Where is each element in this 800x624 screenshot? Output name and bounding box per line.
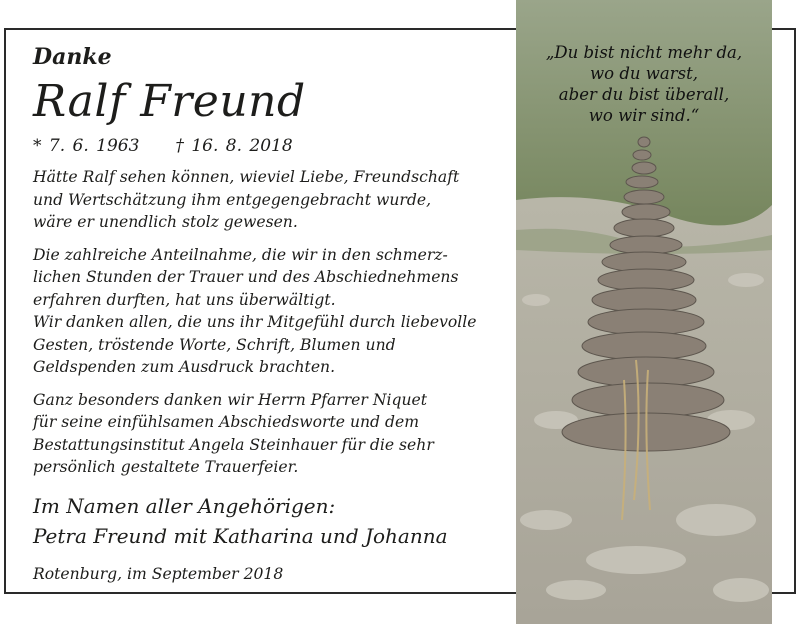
text-line: Die zahlreiche Anteilnahme, die wir in den schmerz- — [33, 245, 448, 264]
quote-line: wo wir sind.“ — [588, 106, 700, 125]
text-line: Ganz besonders danken wir Herrn Pfarrer Niquet — [33, 390, 427, 409]
place-date: Rotenburg, im September 2018 — [33, 564, 284, 583]
text-line: Hätte Ralf sehen können, wieviel Liebe, Freundschaft — [33, 168, 460, 186]
text-line: Wir danken allen, die uns ihr Mitgefühl durch liebevolle — [33, 313, 477, 331]
deceased-name: Ralf Freund — [33, 76, 306, 127]
life-dates — [33, 136, 503, 156]
paragraph-3 — [33, 389, 503, 479]
quote-line: aber du bist überall, — [558, 85, 730, 104]
text-line: Geldspenden zum Ausdruck brachten. — [33, 358, 336, 376]
signature — [33, 491, 503, 551]
text-line: für seine einfühlsamen Abschiedsworte und dem — [33, 413, 419, 431]
text-line: lichen Stunden der Trauer und des Abschiednehmens — [33, 268, 459, 286]
quote-line: wo du warst, — [590, 64, 698, 83]
obituary-text — [33, 44, 503, 583]
text-line: Gesten, tröstende Worte, Schrift, Blumen und — [33, 335, 396, 354]
birth-date: * 7. 6. 1963 — [33, 136, 140, 156]
paragraph-1 — [33, 166, 503, 234]
quote — [516, 42, 772, 126]
thanks-heading: Danke — [33, 44, 112, 70]
death-date: † 16. 8. 2018 — [175, 136, 293, 156]
signature-line-2: Petra Freund mit Katharina und Johanna — [33, 523, 448, 548]
text-line: Bestattungsinstitut Angela Steinhauer für die sehr — [33, 435, 434, 454]
text-line: und Wertschätzung ihm entgegengebracht wurde, — [33, 190, 432, 209]
paragraph-2 — [33, 244, 503, 379]
text-line: persönlich gestaltete Trauerfeier. — [33, 458, 299, 476]
quote-line: „Du bist nicht mehr da, — [545, 43, 743, 62]
text-line: erfahren durften, hat uns überwältigt. — [33, 290, 336, 309]
signature-line-1: Im Namen aller Angehörigen: — [33, 493, 336, 518]
text-line: wäre er unendlich stolz gewesen. — [33, 213, 298, 231]
